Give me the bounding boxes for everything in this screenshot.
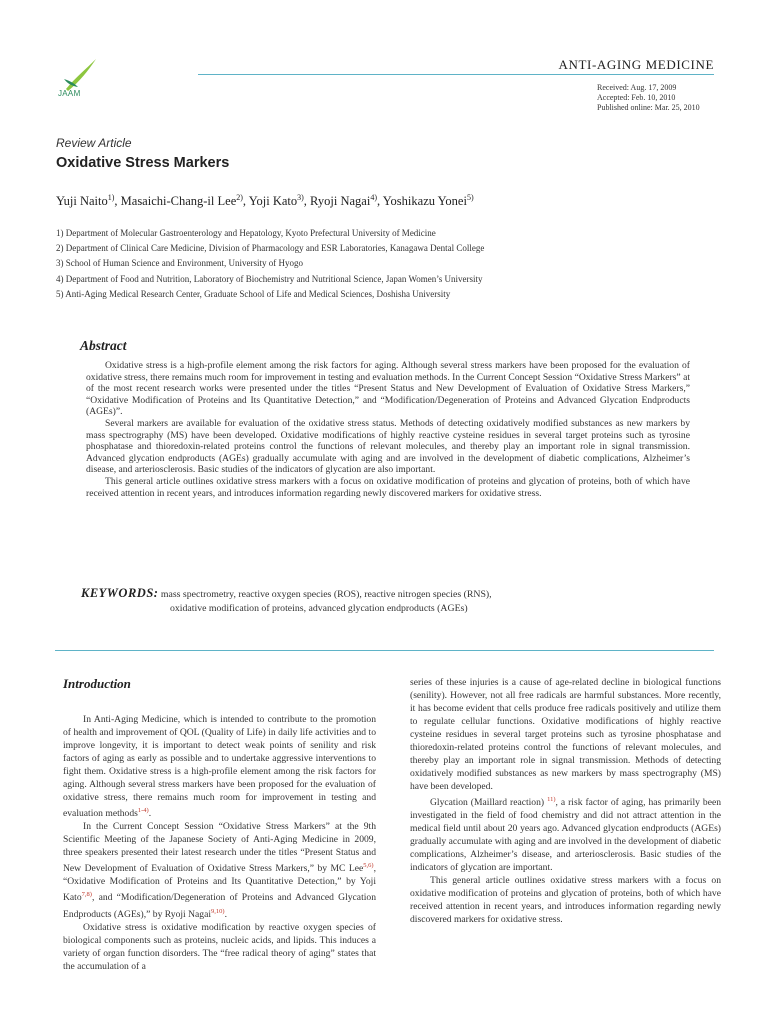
author-affil-sup: 5) [466, 193, 474, 202]
citation-ref[interactable]: 11) [547, 796, 556, 803]
affiliation-item: 4) Department of Food and Nutrition, Laboratory of Biochemistry and Nutritional Science, Japan Women’s University [56, 273, 483, 284]
author-affil-sup: 4) [370, 193, 377, 202]
author-sep: , [242, 194, 249, 209]
article-type: Review Article [56, 136, 132, 150]
citation-ref[interactable]: 5,6) [363, 862, 374, 870]
affiliations [56, 226, 484, 302]
keywords-line: oxidative modification of proteins, advanced glycation endproducts (AGEs) [170, 603, 468, 614]
body-paragraph: This general article outlines oxidative stress markers with a focus on oxidative modification of proteins and glycation of proteins, both of which have received attention in recent years, and introduces information regarding newly discovered markers for oxidative stress. [410, 875, 721, 926]
journal-name: ANTI-AGING MEDICINE [558, 57, 714, 72]
body-text: , and “Modification/Degeneration of Proteins and Advanced Glycation Endproducts (AGEs),” by Ryoji Nagai [63, 892, 376, 920]
accepted-date: Accepted: Feb. 10, 2010 [597, 93, 676, 102]
body-text: Glycation (Maillard reaction) [430, 797, 545, 809]
abstract-paragraph: Oxidative stress is a high-profile element among the risk factors for aging. Although several stress markers have been proposed for the evaluation of oxidative stress, there remains much room for improvement in testing and evaluation methods. In the Current Concept Session “Oxidative Stress Markers” at of the most recent research works were presented under the titles “Present Status and New Development of Evaluation of Oxidative Stress Markers,” “Oxidative Modification of Proteins and Its Quantitative Detection,” and “Modification/Degeneration of Proteins and Advanced Glycation Endproducts (AGEs)”. [86, 360, 690, 418]
body-paragraph [410, 793, 721, 874]
affiliation-item: 2) Department of Clinical Care Medicine, Division of Pharmacology and ESR Laboratories, Kanagawa Dental College [56, 243, 485, 254]
header-rule [198, 74, 714, 75]
abstract-paragraph: Several markers are available for evaluation of the oxidative stress status. Methods of detecting oxidatively modified substances as new markers by mass spectrography (MS) have been developed. Oxidative modifications of highly reactive cysteine residues in several target proteins such as tyrosine phosphatase and thioredoxin-related proteins control the functions of relevant molecules, and thereby play an important role in signal transmission. Advanced glycation endproducts (AGEs) gradually accumulate with aging and are involved in the development of diabetic complications, Alzheimer’s disease, and arteriosclerosis. Basic studies of the indicators of glycation are also important. [86, 417, 690, 476]
keywords-block [81, 586, 701, 616]
affiliation-item: 5) Anti-Aging Medical Research Center, Graduate School of Life and Medical Sciences, Doshisha University [56, 288, 451, 299]
section-rule [55, 650, 714, 651]
author-affil-sup: 1) [107, 193, 115, 202]
received-date: Received: Aug. 17, 2009 [597, 83, 677, 92]
author-affil-sup: 3) [297, 193, 304, 202]
body-paragraph: Oxidative stress is oxidative modification by reactive oxygen species of biological components such as proteins, nucleic acids, and lipids. This induces a variety of organ function disorders. The “free radical theory of aging” states that the accumulation of a [63, 921, 376, 972]
abstract-body [86, 360, 690, 499]
author-name: Yuji Naito [56, 194, 108, 209]
abstract-heading: Abstract [80, 338, 127, 353]
body-column-left [63, 713, 376, 973]
keywords-line: mass spectrometry, reactive oxygen species (ROS), reactive nitrogen species (RNS), [160, 589, 492, 600]
introduction-heading: Introduction [63, 676, 131, 691]
body-paragraph [63, 820, 376, 921]
author-name: Ryoji Nagai [310, 194, 371, 209]
body-paragraph [63, 713, 376, 820]
published-date: Published online: Mar. 25, 2010 [597, 103, 700, 112]
article-title: Oxidative Stress Markers [56, 155, 230, 171]
author-name: Masaichi-Chang-il Lee [120, 194, 237, 209]
body-column-right [410, 676, 721, 926]
citation-ref[interactable]: 1-4) [137, 807, 149, 814]
keywords-label: KEYWORDS: [81, 586, 159, 600]
body-text: . [224, 908, 227, 920]
author-affil-sup: 2) [236, 193, 243, 202]
affiliation-item: 3) School of Human Science and Environment, University of Hyogo [56, 258, 303, 269]
author-list [56, 193, 474, 209]
author-sep: , [376, 194, 383, 209]
citation-ref[interactable]: 7,8) [81, 891, 92, 899]
author-sep: , [303, 194, 311, 209]
logo-text: JAAM [58, 89, 81, 98]
citation-ref[interactable]: 9,10) [211, 907, 225, 915]
body-text: In Anti-Aging Medicine, which is intended to contribute to the promotion of health and improvement of QOL (Quality of Life) in daily life activities and to improve longevity, it is important to detect weak points of senility and risk factors of aging as early as possible and to undertake aggressive interventions to fight them. Oxidative stress is a high-profile element among the risk factors for aging. Although several stress markers have been proposed for the evaluation of oxidative stress, there remains much room for improvement in testing and evaluation methods [63, 714, 376, 820]
body-paragraph: series of these injuries is a cause of age-related decline in biological functions (senility). However, not all free radicals are harmful substances. More recently, it has become evident that cells produce free radicals positively and utilize them to regulate cellular functions. Oxidative modifications of highly reactive cysteine residues in several target proteins such as tyrosine phosphatase and thioredoxin-related proteins control the functions of relevant molecules, and thereby play an important role in signal transmission. Methods of detecting oxidatively modified substances as new markers by mass spectrography (MS) have been developed. [410, 677, 721, 792]
author-name: Yoshikazu Yonei [382, 194, 467, 209]
body-text: , “Oxidative Modification of Proteins and Its Quantitative Detection,” by Yoji Kato [63, 863, 376, 904]
body-text: In the Current Concept Session “Oxidative Stress Markers” at the 9th Scientific Meeting of the Japanese Society of Anti-Aging Medicine in 2009, three speakers presented their latest research under the titles “Present Status and New Development of Evaluation of Oxidative Stress Markers,” by MC Lee [63, 821, 376, 875]
author-name: Yoji Kato [248, 194, 298, 209]
author-sep: , [114, 194, 121, 209]
affiliation-item: 1) Department of Molecular Gastroenterology and Hepatology, Kyoto Prefectural University of Medicine [56, 228, 436, 238]
body-text: . [148, 808, 152, 820]
publication-dates [597, 83, 700, 113]
body-text: , a risk factor of aging, has primarily been investigated in the field of food chemistry and did not attract attention in the medical field until about 20 years ago. Advanced glycation endproducts (AGEs) gradually accumulate with aging and are involved in the development of diabetic complications, Alzheimer’s disease, and arteriosclerosis. Basic studies of the indicators of glycation are important. [410, 797, 722, 874]
abstract-paragraph: This general article outlines oxidative stress markers with a focus on oxidative modification of proteins and glycation of proteins, both of which have received attention in recent years, and introduces information regarding newly discovered markers for oxidative stress. [86, 475, 690, 499]
